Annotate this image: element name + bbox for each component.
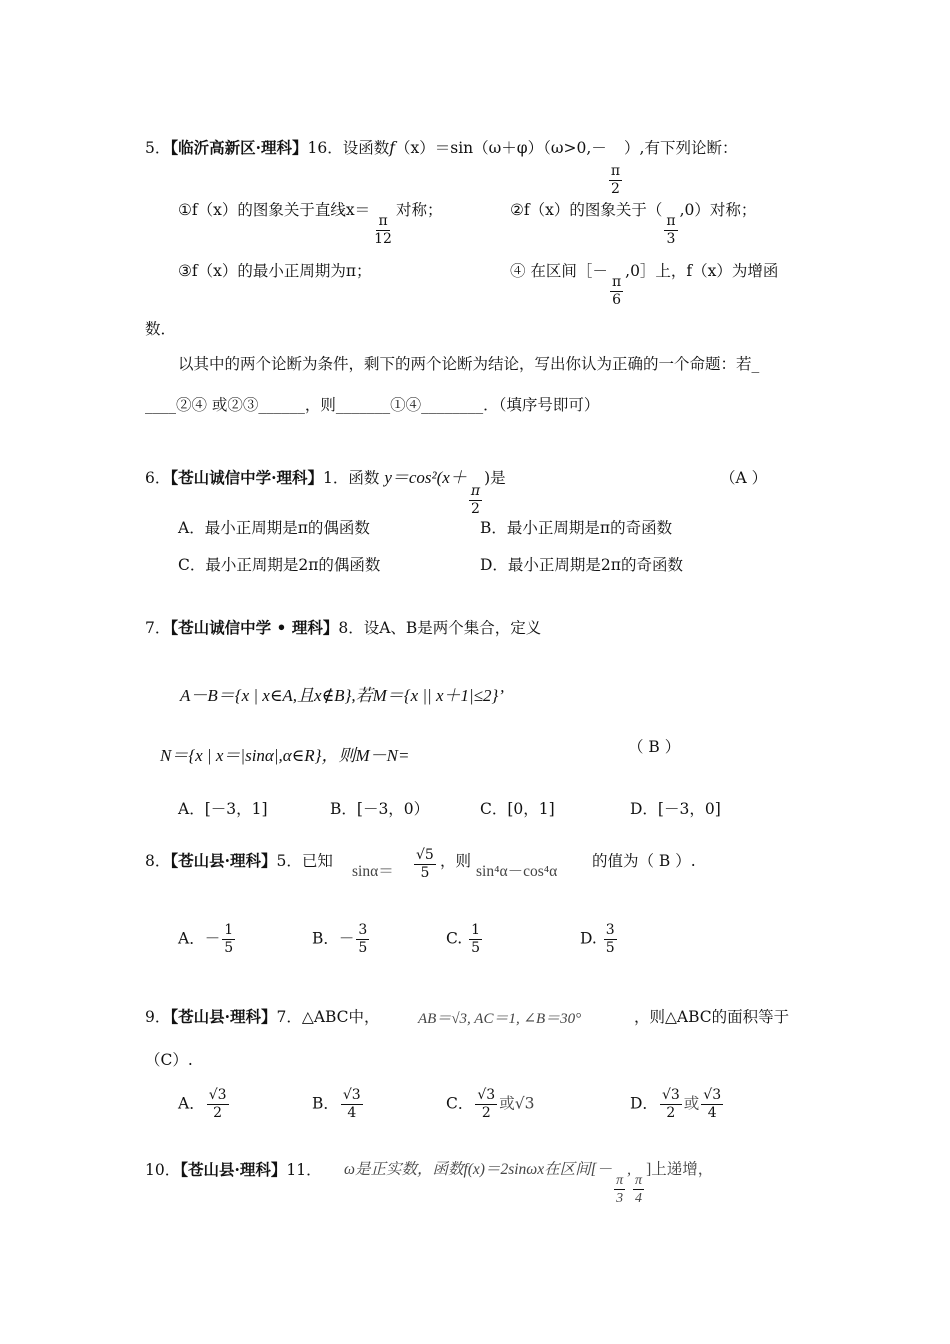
q7-tag: 【苍山诚信中学 • 理科】 <box>170 618 339 637</box>
q9-number: 9． <box>145 1008 171 1026</box>
q5-tag: 【临沂高新区·理科】 <box>170 138 308 157</box>
q7-option-d: D．[－3，0] <box>630 800 721 818</box>
q9-stem-a: 7．△ABC中， <box>276 1008 380 1026</box>
q9-option-c: C． $\frac{√3}{2}$ 或√3 <box>446 1087 535 1121</box>
q8-number: 8． <box>145 852 171 870</box>
q5-statement-1 <box>178 200 442 248</box>
q5-s1-text: ①f（x）的图象关于直线x＝ <box>178 201 371 219</box>
q8-stem-a: 5．已知 <box>276 852 333 870</box>
q5-s2-tail: ,0）对称； <box>679 201 757 219</box>
q8-tag: 【苍山县·理科】 <box>170 851 277 870</box>
q8-sin-expression: sinα＝ <box>352 863 394 880</box>
q5-s4-text: ④ 在区间［－ <box>510 262 608 280</box>
q5-s2-text: ②f（x）的图象关于（ <box>510 201 663 219</box>
q5-statement-4-end: 数． <box>145 320 177 338</box>
q9-stem <box>145 1007 380 1027</box>
q10-tag: 【苍山县·理科】 <box>180 1160 287 1179</box>
q8-stem-b: ，则 <box>440 852 472 870</box>
q6-stem-b: )是 <box>484 469 506 487</box>
q9-option-a: A． $\frac{√3}{2}$ <box>178 1087 227 1121</box>
q9-option-b: B． $\frac{√3}{4}$ <box>312 1087 361 1121</box>
q10-math: ω是正实数，函数f(x)＝2sinωx在区间[－ $\frac{\pi}{3}$ , $\frac{\pi}{4}$ ]上递增， <box>344 1161 714 1206</box>
q6-option-c: C．最小正周期是2π的偶函数 <box>178 556 381 574</box>
q10-stem-a: 11． <box>286 1161 322 1179</box>
q6-option-d: D．最小正周期是2π的奇函数 <box>480 556 683 574</box>
q8-power-expression: sin⁴α－cos⁴α <box>476 863 558 880</box>
q6-fraction: $\frac{\pi}{2}$ <box>470 483 481 517</box>
q5-stem-b: （x）＝sin（ω＋φ）（ω>0,－ <box>395 139 607 157</box>
q8-option-a: A．－ $\frac{1}{5}$ <box>178 922 234 956</box>
q7-option-a: A．[－3，1] <box>178 800 268 818</box>
q5-statement-3: ③f（x）的最小正周期为π； <box>178 262 372 280</box>
q5-number: 5． <box>145 139 171 157</box>
q5-s4-fraction: $\frac{\pi}{6}$ <box>611 274 622 308</box>
q8-option-d: D. $\frac{3}{5}$ <box>580 922 615 956</box>
q7-definition: A－B＝{x | x∈A,且x∉B},若M＝{x || x＋1|≤2}’ <box>180 686 504 705</box>
q6-math: y＝cos²(x＋ <box>384 468 467 487</box>
q9-stem-b: ，则△ABC的面积等于 <box>634 1008 790 1026</box>
q5-s2-fraction: $\frac{\pi}{3}$ <box>666 213 676 247</box>
q5-fraction: $\frac{\pi}{2}$ <box>610 163 621 197</box>
q9-tag: 【苍山县·理科】 <box>170 1007 277 1026</box>
q10-number: 10． <box>145 1161 181 1179</box>
q5-stem-c: ）,有下列论断： <box>624 139 738 157</box>
q6-stem-a: 1．函数 <box>323 469 380 487</box>
q7-stem <box>145 618 541 638</box>
q5-stem-a: 16．设函数 <box>307 139 390 157</box>
q7-number: 7． <box>145 619 171 637</box>
q6-tag: 【苍山诚信中学·理科】 <box>170 468 324 487</box>
q5-s1-tail: 对称； <box>395 201 443 219</box>
q5-statement-2 <box>510 200 756 248</box>
q9-option-d: D． $\frac{√3}{2}$ 或 $\frac{√3}{4}$ <box>630 1087 722 1121</box>
q8-stem-c: 的值为（ B ）. <box>592 852 696 870</box>
q6-option-a: A．最小正周期是π的偶函数 <box>178 519 370 537</box>
q7-answer: （ B ） <box>628 738 681 756</box>
q6-stem <box>145 468 506 518</box>
q5-prompt-line-2: ____②④ 或②③______，则_______①④________．（填序号即可） <box>145 396 600 414</box>
q5-stem-f: f <box>389 139 396 157</box>
q9-math: AB＝√3, AC＝1, ∠B＝30° <box>418 1011 582 1027</box>
q8-option-b: B．－ $\frac{3}{5}$ <box>312 922 368 956</box>
q5-stem <box>145 138 737 198</box>
q9-stem-c: （C）. <box>145 1051 193 1069</box>
q5-statement-4 <box>510 261 778 309</box>
q10-stem <box>145 1160 322 1180</box>
q6-option-b: B．最小正周期是π的奇函数 <box>480 519 673 537</box>
q7-option-b: B．[－3，0） <box>330 800 430 818</box>
q5-prompt-line-1: 以其中的两个论断为条件，剩下的两个论断为结论，写出你认为正确的一个命题：若_ <box>178 355 760 373</box>
q7-option-c: C．[0，1] <box>480 800 555 818</box>
q5-s1-fraction: $\frac{\pi}{12}$ <box>374 213 392 247</box>
q7-set-n: N＝{x | x＝|sinα|,α∈R}，则M－N= <box>160 746 410 765</box>
q8-fraction: $\frac{√5}{5}$ <box>416 847 434 881</box>
q5-s4-tail: ,0］上，f（x）为增函 <box>625 262 779 280</box>
q8-stem <box>145 851 333 871</box>
q7-stem-text: 8．设A、B是两个集合，定义 <box>338 619 542 637</box>
q8-option-c: C. $\frac{1}{5}$ <box>446 922 481 956</box>
q6-answer: （A ） <box>720 469 768 487</box>
q6-number: 6． <box>145 469 171 487</box>
